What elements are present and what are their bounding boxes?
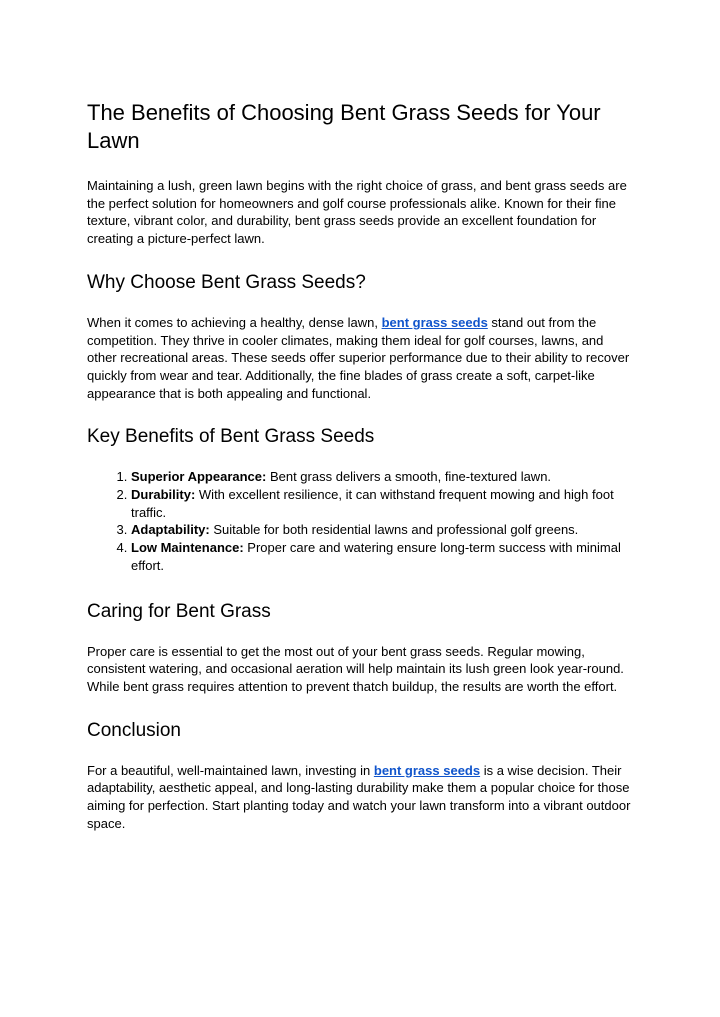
list-item — [131, 521, 635, 539]
benefits-heading: Key Benefits of Bent Grass Seeds — [87, 426, 375, 448]
list-item-label: Durability: — [131, 487, 196, 503]
list-item-label: Low Maintenance: — [131, 540, 244, 556]
document-page — [87, 99, 635, 855]
list-item — [131, 486, 635, 521]
page-title: The Benefits of Choosing Bent Grass Seeds for Your Lawn — [87, 100, 601, 153]
intro-paragraph: Maintaining a lush, green lawn begins with the right choice of grass, and bent grass seeds are the perfect solution for homeowners and golf course professionals alike. Known for their fine texture, vibrant color, and durability, bent grass seeds provide an excellent foundation for creating a picture-perfect lawn. — [87, 178, 627, 247]
why-text-before: When it comes to achieving a healthy, dense lawn, — [87, 314, 382, 330]
caring-paragraph: Proper care is essential to get the most out of your bent grass seeds. Regular mowing, consistent watering, and occasional aeration will help maintain its lush green look year-round. While bent grass requires attention to prevent thatch buildup, the results are worth the effort. — [87, 643, 624, 694]
why-heading: Why Choose Bent Grass Seeds? — [87, 271, 366, 293]
list-item-label: Adaptability: — [131, 522, 210, 538]
conclusion-heading: Conclusion — [87, 719, 181, 741]
list-item — [131, 468, 635, 486]
why-paragraph — [87, 314, 635, 403]
benefits-list — [87, 468, 635, 574]
list-item-text: With excellent resilience, it can withstand frequent mowing and high foot traffic. — [131, 487, 614, 520]
bent-grass-seeds-link[interactable]: bent grass seeds — [381, 314, 488, 330]
conclusion-text-before: For a beautiful, well-maintained lawn, investing in — [87, 762, 374, 778]
conclusion-text-after: is a wise decision. Their adaptability, aesthetic appeal, and long-lasting durability make them a popular choice for those aiming for perfection. Start planting today and watch your lawn transform into a vibrant outdoor space. — [87, 762, 631, 831]
list-item-text: Proper care and watering ensure long-term success with minimal effort. — [131, 540, 621, 573]
list-item — [131, 539, 635, 574]
list-item-text: Bent grass delivers a smooth, fine-textured lawn. — [266, 469, 552, 485]
why-text-after: stand out from the competition. They thrive in cooler climates, making them ideal for golf courses, lawns, and other recreational areas. These seeds offer superior performance due to their ability to recover quickly from wear and tear. Additionally, the fine blades of grass create a soft, carpet-like appearance that is both appealing and functional. — [87, 314, 630, 401]
conclusion-paragraph — [87, 762, 635, 833]
caring-heading: Caring for Bent Grass — [87, 600, 271, 622]
list-item-text: Suitable for both residential lawns and professional golf greens. — [209, 522, 579, 538]
list-item-label: Superior Appearance: — [131, 469, 267, 485]
bent-grass-seeds-link[interactable]: bent grass seeds — [373, 762, 481, 778]
